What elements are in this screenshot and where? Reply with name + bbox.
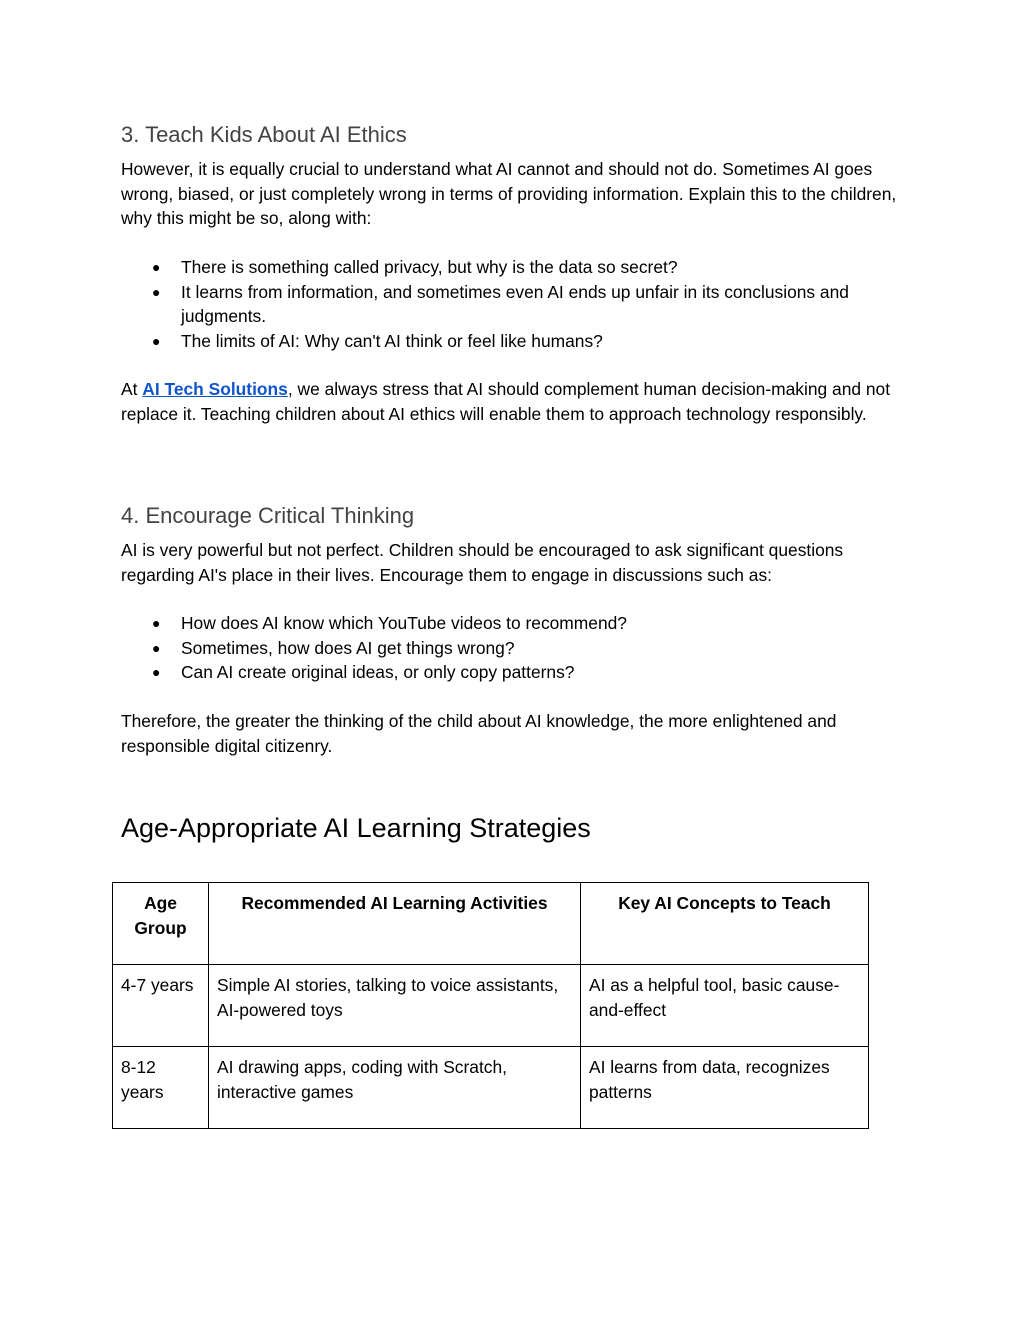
list-item [121, 660, 901, 685]
ai-tech-solutions-link[interactable]: AI Tech Solutions [142, 379, 288, 399]
table-cell-concepts: AI learns from data, recognizes patterns [581, 1047, 869, 1129]
bullet-icon: ● [152, 615, 161, 631]
column-header-concepts: Key AI Concepts to Teach [581, 883, 869, 965]
column-header-age-group: Age Group [113, 883, 209, 965]
section-4-heading: 4. Encourage Critical Thinking [121, 503, 415, 528]
list-item-text: Sometimes, how does AI get things wrong? [181, 637, 515, 658]
table-cell-activities: AI drawing apps, coding with Scratch, interactive games [209, 1047, 581, 1129]
list-item [121, 280, 901, 329]
table-cell-activities: Simple AI stories, talking to voice assistants, AI-powered toys [209, 965, 581, 1047]
list-item-text: The limits of AI: Why can't AI think or feel like humans? [181, 330, 603, 351]
table-header-row [113, 883, 869, 965]
list-item-text: Can AI create original ideas, or only copy patterns? [181, 662, 575, 682]
bullet-icon: ● [152, 259, 161, 275]
section-3-intro: However, it is equally crucial to understand what AI cannot and should not do. Sometimes AI goes wrong, biased, or just completely wrong in terms of providing information. Explain this to the children, why this might be so, along with: [121, 159, 897, 228]
strategies-heading: Age-Appropriate AI Learning Strategies [121, 813, 591, 843]
list-item-text: It learns from information, and sometimes even AI ends up unfair in its conclusions and judgments. [181, 281, 849, 326]
table-cell-age: 4-7 years [113, 965, 209, 1047]
list-item [121, 636, 901, 661]
list-item [121, 611, 901, 636]
section-3-bullet-list [121, 255, 901, 353]
table-row [113, 965, 869, 1047]
bullet-icon: ● [152, 332, 161, 349]
bullet-icon: ● [152, 639, 161, 656]
list-item-text: How does AI know which YouTube videos to recommend? [181, 613, 627, 633]
table-cell-concepts: AI as a helpful tool, basic cause-and-effect [581, 965, 869, 1047]
list-item [121, 255, 901, 280]
list-item-text: There is something called privacy, but why is the data so secret? [181, 257, 678, 277]
section-3-closing [121, 377, 901, 426]
list-item [121, 329, 901, 354]
section-4-intro: AI is very powerful but not perfect. Children should be encouraged to ask significant questions regarding AI's place in their lives. Encourage them to engage in discussions such as: [121, 540, 844, 585]
section-4-closing: Therefore, the greater the thinking of the child about AI knowledge, the more enlightened and responsible digital citizenry. [121, 711, 837, 756]
closing-prefix: At [121, 379, 143, 399]
table-row [113, 1047, 869, 1129]
strategies-table [112, 882, 869, 1129]
section-3-heading: 3. Teach Kids About AI Ethics [121, 122, 407, 147]
closing-suffix: , we always stress that AI should complement human decision-making and not replace it. Teaching children about AI ethics will enable them to approach technology responsibly. [121, 379, 891, 424]
table-cell-age: 8-12 years [113, 1047, 209, 1129]
bullet-icon: ● [152, 664, 161, 680]
section-4-bullet-list [121, 611, 901, 685]
column-header-activities: Recommended AI Learning Activities [209, 883, 581, 965]
bullet-icon: ● [152, 283, 161, 300]
